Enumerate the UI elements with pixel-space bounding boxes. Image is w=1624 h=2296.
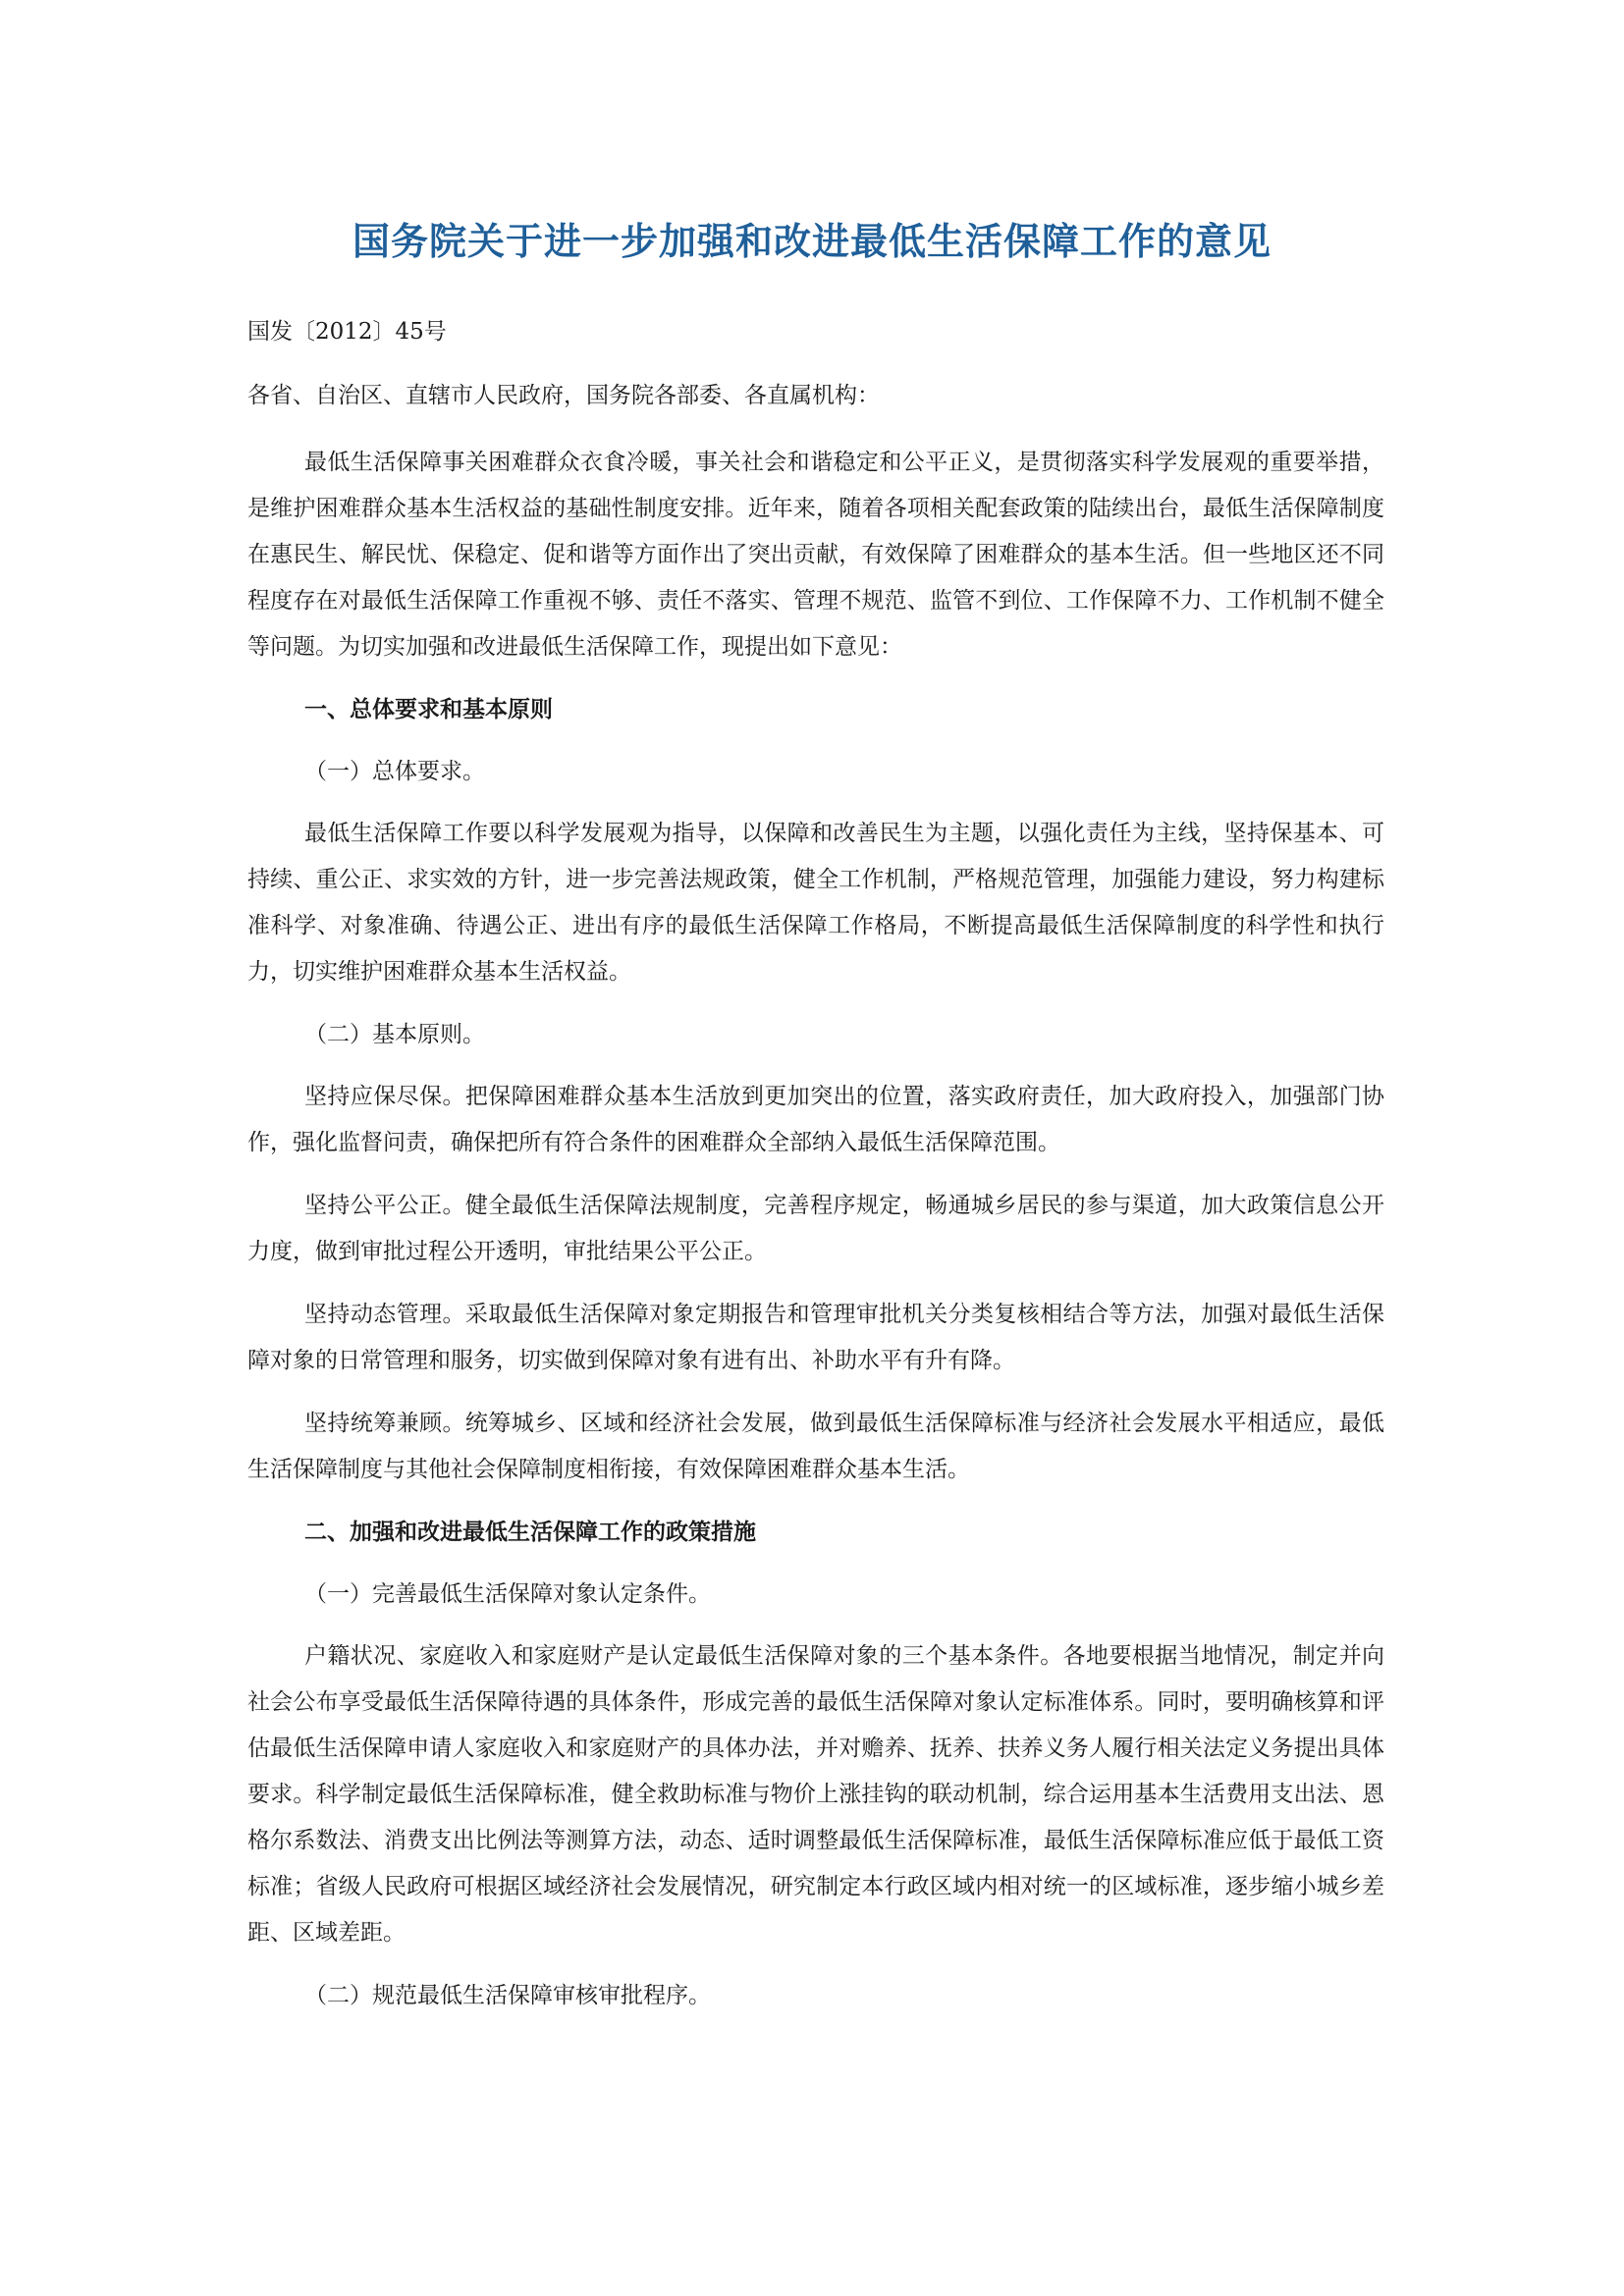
section-2-heading: 二、加强和改进最低生活保障工作的政策措施 — [304, 1520, 756, 1545]
intro-paragraph: 最低生活保障事关困难群众衣食冷暖，事关社会和谐稳定和公平正义，是贯彻落实科学发展观的重要举措，是维护困难群众基本生活权益的基础性制度安排。近年来，随着各项相关配套政策的陆续出台，最低生活保障制度在惠民生、解民忧、保稳定、促和谐等方面作出了突出贡献，有效保障了困难群众的基本生活。但一些地区还不同程度存在对最低生活保障工作重视不够、责任不落实、管理不规范、监管不到位、工作保障不力、工作机制不健全等问题。为切实加强和改进最低生活保障工作，现提出如下意见： — [247, 450, 1384, 660]
section-1-heading: 一、总体要求和基本原则 — [304, 697, 553, 722]
section-1-sub-1-paragraph: 最低生活保障工作要以科学发展观为指导，以保障和改善民生为主题，以强化责任为主线，坚持保基本、可持续、重公正、求实效的方针，进一步完善法规政策，健全工作机制，严格规范管理，加强能力建设，努力构建标准科学、对象准确、待遇公正、进出有序的最低生活保障工作格局，不断提高最低生活保障制度的科学性和执行力，切实维护困难群众基本生活权益。 — [247, 821, 1384, 985]
document-body — [247, 440, 1384, 2035]
section-2-sub-2-heading: （二）规范最低生活保障审核审批程序。 — [304, 1983, 711, 2008]
document-title: 国务院关于进一步加强和改进最低生活保障工作的意见 — [352, 220, 1272, 263]
principle-paragraph-1: 坚持应保尽保。把保障困难群众基本生活放到更加突出的位置，落实政府责任，加大政府投入，加强部门协作，强化监督问责，确保把所有符合条件的困难群众全部纳入最低生活保障范围。 — [247, 1084, 1384, 1155]
principle-paragraph-3: 坚持动态管理。采取最低生活保障对象定期报告和管理审批机关分类复核相结合等方法，加强对最低生活保障对象的日常管理和服务，切实做到保障对象有进有出、补助水平有升有降。 — [247, 1302, 1384, 1373]
principle-paragraph-4: 坚持统筹兼顾。统筹城乡、区域和经济社会发展，做到最低生活保障标准与经济社会发展水平相适应，最低生活保障制度与其他社会保障制度相衔接，有效保障困难群众基本生活。 — [247, 1411, 1384, 1482]
document-number: 国发〔2012〕45号 — [247, 319, 447, 345]
section-2-sub-1-paragraph: 户籍状况、家庭收入和家庭财产是认定最低生活保障对象的三个基本条件。各地要根据当地情况，制定并向社会公布享受最低生活保障待遇的具体条件，形成完善的最低生活保障对象认定标准体系。同时，要明确核算和评估最低生活保障申请人家庭收入和家庭财产的具体办法，并对赡养、抚养、扶养义务人履行相关法定义务提出具体要求。科学制定最低生活保障标准，健全救助标准与物价上涨挂钩的联动机制，综合运用基本生活费用支出法、恩格尔系数法、消费支出比例法等测算方法，动态、适时调整最低生活保障标准，最低生活保障标准应低于最低工资标准；省级人民政府可根据区域经济社会发展情况，研究制定本行政区域内相对统一的区域标准，逐步缩小城乡差距、区域差距。 — [247, 1643, 1384, 1946]
section-2-sub-1-heading: （一）完善最低生活保障对象认定条件。 — [304, 1581, 711, 1607]
principle-paragraph-2: 坚持公平公正。健全最低生活保障法规制度，完善程序规定，畅通城乡居民的参与渠道，加大政策信息公开力度，做到审批过程公开透明，审批结果公平公正。 — [247, 1193, 1384, 1264]
section-1-sub-1-heading: （一）总体要求。 — [304, 759, 485, 784]
section-1-sub-2-heading: （二）基本原则。 — [304, 1022, 485, 1047]
addressee-line: 各省、自治区、直辖市人民政府，国务院各部委、各直属机构： — [247, 383, 880, 408]
